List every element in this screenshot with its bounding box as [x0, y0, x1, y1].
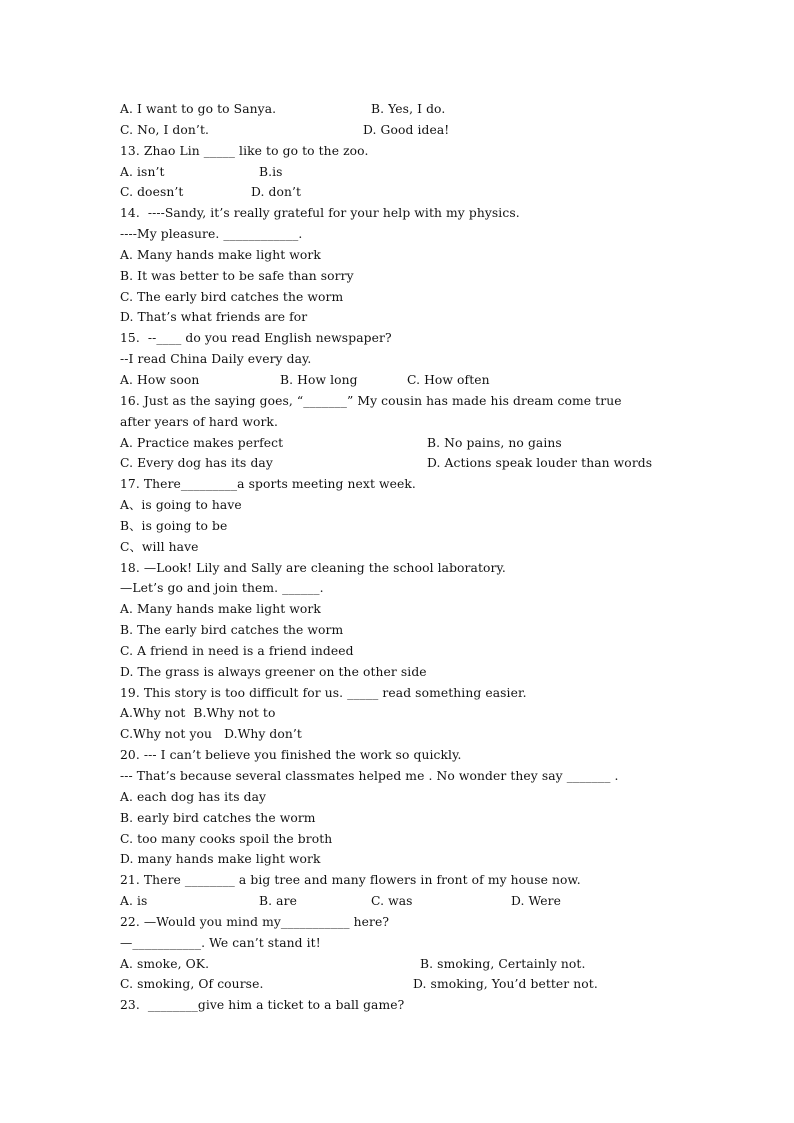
option-d: D. The grass is always greener on the other side [120, 664, 427, 679]
question-15: 15. --____ do you read English newspaper? [120, 331, 392, 346]
option-a: A. isn’t [120, 164, 165, 179]
option-a: A. smoke, OK. [120, 956, 210, 971]
option-line [120, 370, 700, 391]
option-line [120, 453, 700, 474]
option-b: B. It was better to be safe than sorry [120, 268, 354, 283]
option-c: C. Every dog has its day [120, 456, 273, 471]
question-23: 23. ________give him a ticket to a ball game? [120, 998, 405, 1013]
option-b: B.is [259, 164, 283, 179]
option-d: D. smoking, You’d better not. [413, 977, 598, 992]
question-20: 20. --- I can’t believe you finished the work so quickly. [120, 748, 462, 763]
dialogue-line: --I read China Daily every day. [120, 352, 312, 367]
option-c: C、will have [120, 539, 199, 554]
question-14: 14. ----Sandy, it’s really grateful for your help with my physics. [120, 206, 520, 221]
question-17: 17. There_________a sports meeting next week. [120, 477, 416, 492]
option-c: C. No, I don’t. [120, 122, 209, 137]
option-line [120, 891, 700, 912]
option-c: C. smoking, Of course. [120, 977, 264, 992]
option-b: B. The early bird catches the worm [120, 623, 344, 638]
option-line: C.Why not you D.Why don’t [120, 727, 302, 742]
option-d: D. many hands make light work [120, 852, 321, 867]
option-b: B. Yes, I do. [371, 102, 446, 116]
option-line [120, 974, 700, 995]
question-16: 16. Just as the saying goes, “_______” My cousin has made his dream come true [120, 393, 622, 408]
option-a: A. Practice makes perfect [120, 435, 284, 450]
question-22: 22. —Would you mind my___________ here? [120, 914, 390, 929]
option-line [120, 120, 700, 141]
question-13: 13. Zhao Lin _____ like to go to the zoo. [120, 143, 369, 158]
option-line [120, 99, 700, 120]
option-d: D. Actions speak louder than words [427, 456, 653, 471]
option-c: C. How often [407, 372, 490, 387]
option-line [120, 162, 700, 183]
question-16-continued: after years of hard work. [120, 414, 278, 429]
option-c: C. doesn’t [120, 185, 184, 200]
option-a: A. is [120, 894, 148, 909]
option-d: D. don’t [251, 185, 302, 200]
option-d: D. That’s what friends are for [120, 310, 308, 325]
option-a: A. Many hands make light work [120, 602, 321, 617]
option-a: A. each dog has its day [120, 789, 267, 804]
option-line: A.Why not B.Why not to [120, 706, 276, 721]
dialogue-line: ----My pleasure. ____________. [120, 227, 303, 242]
option-b: B. are [259, 894, 297, 909]
option-b: B. How long [280, 372, 358, 387]
dialogue-line: —Let’s go and join them. ______. [120, 581, 324, 596]
option-a: A. I want to go to Sanya. [120, 102, 277, 116]
question-19: 19. This story is too difficult for us. _____ read something easier. [120, 685, 527, 700]
question-18: 18. —Look! Lily and Sally are cleaning the school laboratory. [120, 560, 506, 575]
option-c: C. too many cooks spoil the broth [120, 831, 333, 846]
option-line [120, 954, 700, 975]
option-a: A. How soon [120, 372, 200, 387]
option-b: B. smoking, Certainly not. [420, 956, 586, 971]
dialogue-line: —___________. We can’t stand it! [120, 935, 321, 950]
option-c: C. A friend in need is a friend indeed [120, 643, 354, 658]
option-a: A. Many hands make light work [120, 247, 321, 262]
option-b: B. early bird catches the worm [120, 810, 316, 825]
option-d: D. Were [511, 894, 562, 909]
question-21: 21. There ________ a big tree and many flowers in front of my house now. [120, 873, 581, 888]
option-c: C. was [371, 894, 413, 909]
option-b: B. No pains, no gains [427, 435, 562, 450]
option-a: A、is going to have [120, 498, 242, 513]
question-text-block [120, 99, 700, 1016]
option-line [120, 433, 700, 454]
option-line [120, 182, 700, 203]
dialogue-line: --- That’s because several classmates helped me . No wonder they say _______ . [120, 769, 619, 783]
option-b: B、is going to be [120, 518, 228, 533]
option-d: D. Good idea! [363, 122, 450, 137]
option-c: C. The early bird catches the worm [120, 289, 344, 304]
